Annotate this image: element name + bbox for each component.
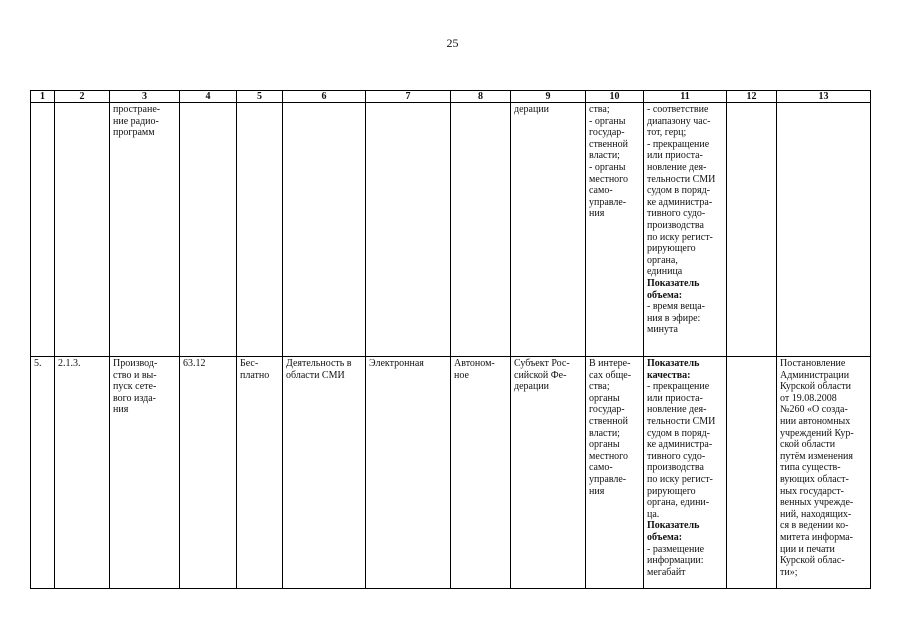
column-header: 4	[180, 91, 237, 103]
cell-line: тивного судо-	[647, 208, 706, 220]
cell-line: Показатель	[647, 358, 700, 369]
cell-line: ся в ведении ко-	[780, 520, 849, 532]
cell-line: мегабайт	[647, 566, 686, 578]
cell-line: Производ-	[113, 358, 158, 369]
cell-line: ных государст-	[780, 485, 845, 497]
table-cell	[55, 103, 110, 357]
cell-line: от 19.08.2008	[780, 392, 837, 404]
column-header: 7	[366, 91, 451, 103]
cell-line: информации:	[647, 555, 704, 567]
cell-line: - органы	[589, 161, 626, 173]
cell-line: вого изда-	[113, 392, 156, 404]
cell-line: единица	[647, 266, 683, 278]
table-cell	[511, 357, 586, 589]
cell-line: судом в поряд-	[647, 185, 710, 197]
cell-line: №260 «О созда-	[780, 404, 848, 416]
cell-line: пуск сете-	[113, 381, 157, 393]
cell-line: производства	[647, 219, 704, 231]
cell-line: ства;	[589, 104, 610, 115]
cell-line: судом в поряд-	[647, 427, 710, 439]
table-cell	[366, 103, 451, 357]
cell-line: типа существ-	[780, 462, 841, 474]
cell-line: производства	[647, 462, 704, 474]
column-header: 1	[31, 91, 55, 103]
column-header: 3	[110, 91, 180, 103]
table-cell	[511, 103, 586, 357]
cell-line: власти;	[589, 150, 620, 162]
table-cell	[586, 103, 644, 357]
cell-line: Электронная	[369, 358, 424, 369]
table-cell	[777, 103, 871, 357]
cell-line: ния	[589, 208, 605, 220]
cell-line: рирующего	[647, 485, 696, 497]
column-header: 8	[451, 91, 511, 103]
table-cell	[283, 103, 366, 357]
cell-line: управле-	[589, 196, 627, 208]
cell-line: ние радио-	[113, 115, 159, 127]
column-header: 6	[283, 91, 366, 103]
cell-line: Постановление	[780, 358, 846, 369]
table-cell	[777, 357, 871, 589]
cell-line: минута	[647, 324, 678, 336]
table-cell	[237, 103, 283, 357]
cell-line: власти;	[589, 427, 620, 439]
cell-line: ство и вы-	[113, 369, 157, 381]
table-cell	[31, 357, 55, 589]
column-header: 5	[237, 91, 283, 103]
cell-line: области СМИ	[286, 369, 345, 381]
cell-line: дерации	[514, 381, 550, 393]
cell-line: платно	[240, 369, 270, 381]
cell-line: ства;	[589, 381, 610, 393]
table-cell	[55, 357, 110, 589]
table-cell	[644, 103, 727, 357]
cell-line: Бес-	[240, 358, 259, 369]
cell-line: 2.1.3.	[58, 358, 81, 369]
cell-line: ской области	[780, 439, 836, 451]
cell-line: ке администра-	[647, 196, 713, 208]
table-cell	[180, 357, 237, 589]
table-row	[31, 103, 871, 357]
cell-line: 63.12	[183, 358, 206, 369]
cell-line: программ	[113, 127, 155, 139]
cell-line: ца.	[647, 508, 660, 520]
cell-line: органа, едини-	[647, 497, 710, 509]
column-header: 2	[55, 91, 110, 103]
table-cell	[110, 357, 180, 589]
table-cell	[727, 357, 777, 589]
cell-line: нии автономных	[780, 415, 851, 427]
cell-line: ния	[113, 404, 129, 416]
cell-line: дерации	[514, 104, 550, 115]
cell-line: Автоном-	[454, 358, 495, 369]
cell-line: местного	[589, 450, 629, 462]
table-cell	[451, 357, 511, 589]
table-cell	[644, 357, 727, 589]
cell-line: Показатель	[647, 520, 700, 532]
cell-line: сийской Фе-	[514, 369, 567, 381]
cell-line: новление дея-	[647, 161, 707, 173]
table-cell	[237, 357, 283, 589]
cell-line: ственной	[589, 138, 628, 150]
cell-line: или приоста-	[647, 150, 703, 162]
table-cell	[451, 103, 511, 357]
cell-line: ции и печати	[780, 543, 835, 555]
cell-line: тивного судо-	[647, 450, 706, 462]
cell-line: Деятельность в	[286, 358, 352, 369]
cell-line: государ-	[589, 127, 625, 139]
cell-line: Субъект Рос-	[514, 358, 570, 369]
cell-line: учреждений Кур-	[780, 427, 854, 439]
cell-line: ти»;	[780, 566, 798, 578]
table-cell	[586, 357, 644, 589]
cell-line: по иску регист-	[647, 231, 713, 243]
table-cell	[283, 357, 366, 589]
cell-line: Показатель	[647, 277, 700, 289]
cell-line: 5.	[34, 358, 42, 369]
cell-line: тот, герц;	[647, 127, 687, 139]
cell-line: ственной	[589, 415, 628, 427]
cell-line: или приоста-	[647, 392, 703, 404]
column-header: 11	[644, 91, 727, 103]
cell-line: простране-	[113, 104, 161, 115]
cell-line: ния	[589, 485, 605, 497]
cell-line: - прекращение	[647, 381, 710, 393]
cell-line: органы	[589, 392, 620, 404]
cell-line: новление дея-	[647, 404, 707, 416]
cell-line: путём изменения	[780, 450, 854, 462]
cell-line: диапазону час-	[647, 115, 711, 127]
cell-line: органа,	[647, 254, 678, 266]
cell-line: управле-	[589, 473, 627, 485]
cell-line: ное	[454, 369, 469, 381]
cell-line: Курской области	[780, 381, 851, 393]
cell-line: качества:	[647, 369, 691, 381]
table-row	[31, 357, 871, 589]
cell-line: тельности СМИ	[647, 415, 716, 427]
cell-line: - размещение	[647, 543, 705, 555]
cell-line: - прекращение	[647, 138, 710, 150]
cell-line: вующих област-	[780, 473, 849, 485]
cell-line: местного	[589, 173, 629, 185]
cell-line: органы	[589, 439, 620, 451]
cell-line: ния в эфире:	[647, 312, 701, 324]
cell-line: объема:	[647, 289, 683, 301]
table-cell	[180, 103, 237, 357]
cell-line: ке администра-	[647, 439, 713, 451]
header-row	[31, 91, 871, 103]
cell-line: Курской облас-	[780, 555, 845, 567]
table-cell	[31, 103, 55, 357]
cell-line: государ-	[589, 404, 625, 416]
cell-line: по иску регист-	[647, 473, 713, 485]
cell-line: рирующего	[647, 243, 696, 255]
register-table	[30, 90, 871, 589]
cell-line: тельности СМИ	[647, 173, 716, 185]
table-cell	[366, 357, 451, 589]
cell-line: венных учрежде-	[780, 497, 854, 509]
column-header: 12	[727, 91, 777, 103]
cell-line: - время веща-	[647, 301, 705, 313]
page-number: 25	[446, 36, 459, 50]
cell-line: само-	[589, 185, 613, 197]
column-header: 10	[586, 91, 644, 103]
cell-line: само-	[589, 462, 613, 474]
cell-line: - органы	[589, 115, 626, 127]
column-header: 13	[777, 91, 871, 103]
table-cell	[110, 103, 180, 357]
cell-line: объема:	[647, 531, 683, 543]
cell-line: сах обще-	[589, 369, 632, 381]
column-header: 9	[511, 91, 586, 103]
cell-line: - соответствие	[647, 104, 709, 115]
cell-line: митета информа-	[780, 531, 853, 543]
cell-line: ний, находящих-	[780, 508, 852, 520]
table-cell	[727, 103, 777, 357]
cell-line: Администрации	[780, 369, 850, 381]
cell-line: В интере-	[589, 358, 631, 369]
